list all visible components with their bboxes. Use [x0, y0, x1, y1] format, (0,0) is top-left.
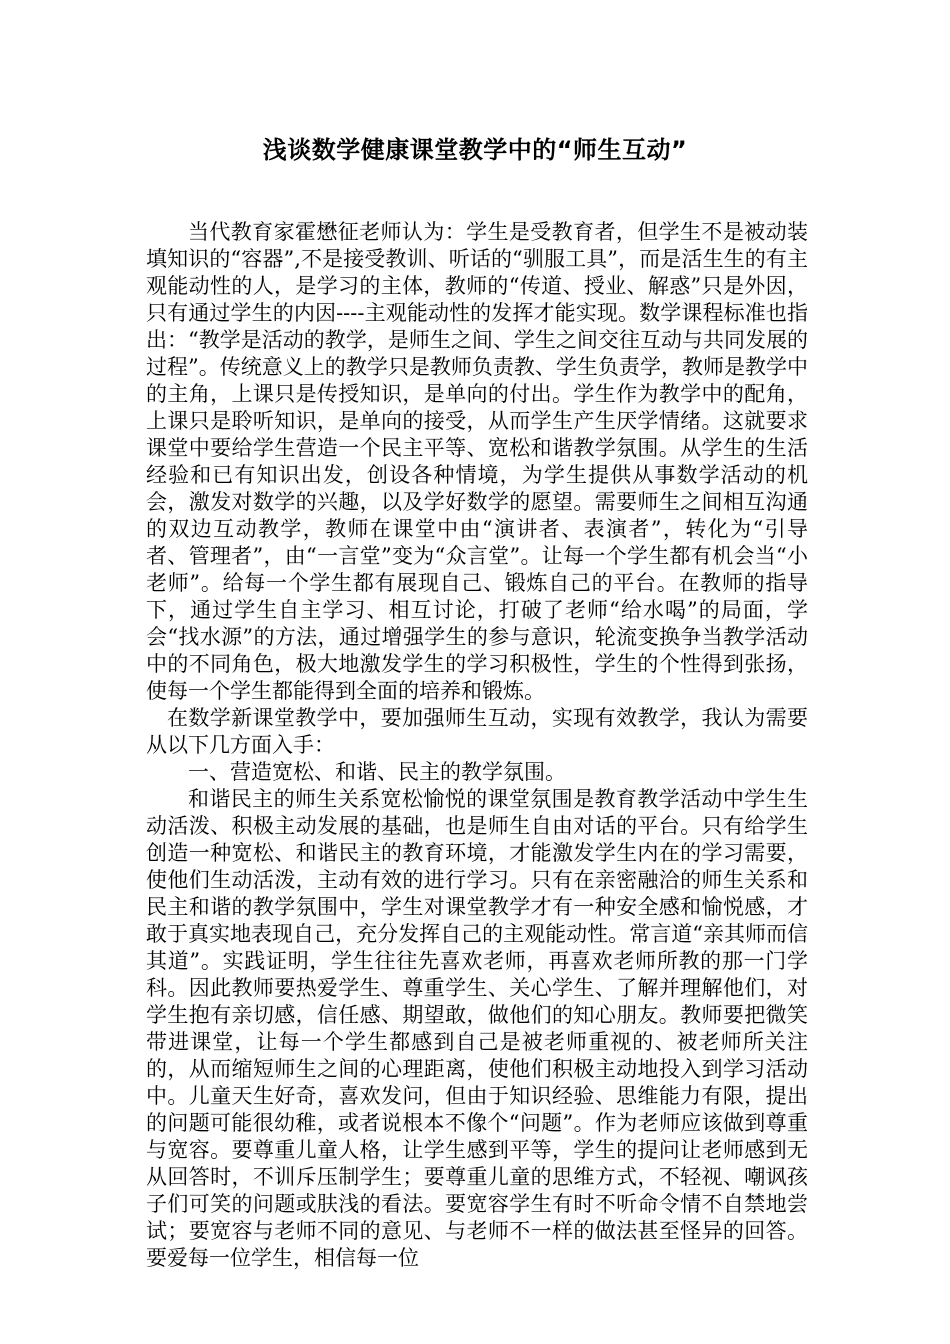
paragraph-approach: 在数学新课堂教学中，要加强师生互动，实现有效教学，我认为需要从以下几方面入手：: [146, 706, 808, 757]
section-heading-1: 一、营造宽松、和谐、民主的教学氛围。: [188, 760, 566, 784]
document-body: [146, 219, 808, 1272]
document-title: 浅谈数学健康课堂教学中的“师生互动”: [262, 136, 688, 164]
paragraph-section-1: 和谐民主的师生关系宽松愉悦的课堂氛围是教育教学活动中学生生动活泼、积极主动发展的基础，也是师生自由对话的平台。只有给学生创造一种宽松、和谐民主的教育环境，才能激发学生内在的学习需要，使他们生动活泼，主动有效的进行学习。只有在亲密融洽的师生关系和民主和谐的教学氛围中，学生对课堂教学才有一种安全感和愉悦感，才敢于真实地表现自己，充分发挥自己的主观能动性。常言道“亲其师而信其道”。实践证明，学生往往先喜欢老师，再喜欢老师所教的那一门学科。因此教师要热爱学生、尊重学生、关心学生、了解并理解他们，对学生抱有亲切感，信任感、期望敢，做他们的知心朋友。教师要把微笑带进课堂，让每一个学生都感到自己是被老师重视的、被老师所关注的，从而缩短师生之间的心理距离，使他们积极主动地投入到学习活动中。儿童天生好奇，喜欢发问，但由于知识经验、思维能力有限，提出的问题可能很幼稚，或者说根本不像个“问题”。作为老师应该做到尊重与宽容。要尊重儿童人格，让学生感到平等，学生的提问让老师感到无从回答时，不训斥压制学生；要尊重儿童的思维方式，不轻视、嘲讽孩子们可笑的问题或肤浅的看法。要宽容学生有时不听命令情不自禁地尝试；要宽容与老师不同的意见、与老师不一样的做法甚至怪异的回答。要爱每一位学生，相信每一位: [146, 787, 808, 1270]
paragraph-intro: 当代教育家霍懋征老师认为：学生是受教育者，但学生不是被动装填知识的“容器”,不是接受教训、听话的“驯服工具”，而是活生生的有主观能动性的人，是学习的主体，教师的“传道、授业、解惑”只是外因，只有通过学生的内因----主观能动性的发挥才能实现。数学课程标准也指出：“教学是活动的教学，是师生之间、学生之间交往互动与共同发展的过程”。传统意义上的教学只是教师负责教、学生负责学，教师是教学中的主角，上课只是传授知识，是单向的付出。学生作为教学中的配角，上课只是聆听知识，是单向的接受，从而学生产生厌学情绪。这就要求课堂中要给学生营造一个民主平等、宽松和谐教学氛围。从学生的生活经验和已有知识出发，创设各种情境，为学生提供从事数学活动的机会，激发对数学的兴趣，以及学好数学的愿望。需要师生之间相互沟通的双边互动教学，教师在课堂中由“演讲者、表演者”，转化为“引导者、管理者”，由“一言堂”变为“众言堂”。让每一个学生都有机会当“小老师”。给每一个学生都有展现自己、锻炼自己的平台。在教师的指导下，通过学生自主学习、相互讨论，打破了老师“给水喝”的局面，学会“找水源”的方法，通过增强学生的参与意识，轮流变换争当教学活动中的不同角色，极大地激发学生的学习积极性，学生的个性得到张扬，使每一个学生都能得到全面的培养和锻炼。: [146, 220, 808, 703]
